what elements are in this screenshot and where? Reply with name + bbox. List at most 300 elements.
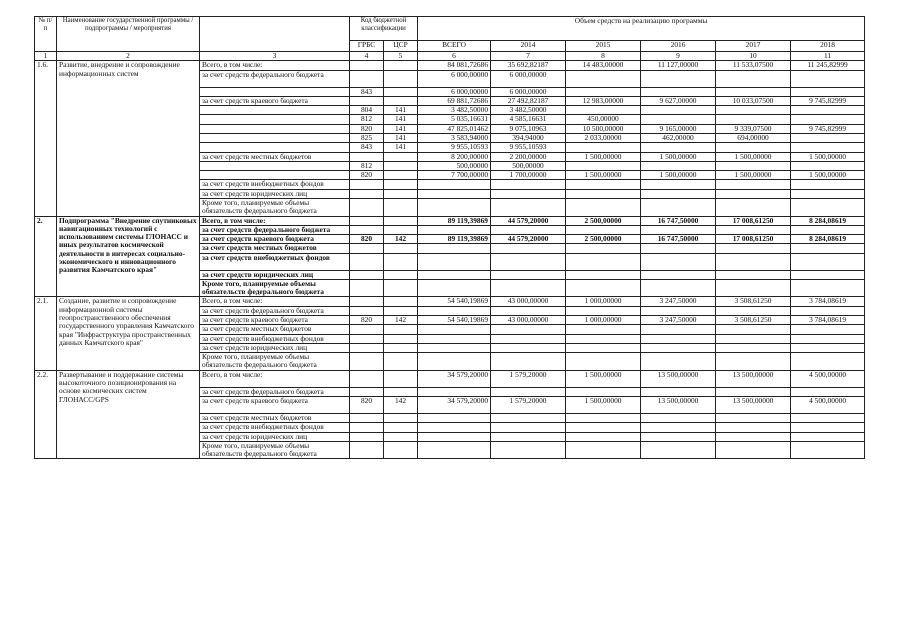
amount-2015: 12 983,00000 <box>566 96 641 105</box>
amount-2017 <box>716 334 791 343</box>
funding-source: за счет средств федерального бюджета <box>200 387 350 396</box>
amount-2016 <box>641 198 716 216</box>
funding-source: Кроме того, планируемые объемы обязательств федерального бюджета <box>200 279 350 297</box>
amount-2017: 1 500,00000 <box>716 152 791 161</box>
amount-2018 <box>791 225 865 234</box>
amount-2015 <box>566 279 641 297</box>
amount-2015: 1 000,00000 <box>566 316 641 325</box>
amount-total <box>418 306 491 315</box>
header-code-group: Код бюджетной классификации <box>350 17 418 41</box>
csr-code: 141 <box>384 115 418 124</box>
amount-2017 <box>716 180 791 189</box>
amount-total <box>418 244 491 253</box>
item-number: 1.6. <box>35 61 57 216</box>
amount-2014 <box>491 441 566 459</box>
amount-total: 89 119,39869 <box>418 216 491 225</box>
index-cell: 2 <box>57 52 200 61</box>
amount-2015 <box>566 387 641 396</box>
amount-2018 <box>791 387 865 396</box>
funding-source: за счет средств юридических лиц <box>200 343 350 352</box>
index-cell: 1 <box>35 52 57 61</box>
csr-code: 141 <box>384 106 418 115</box>
header-year-2015: 2015 <box>566 41 641 52</box>
table-row <box>35 297 865 306</box>
amount-2016: 13 500,00000 <box>641 370 716 387</box>
amount-2014 <box>491 325 566 334</box>
amount-2015: 450,00000 <box>566 115 641 124</box>
amount-2014 <box>491 279 566 297</box>
csr-code <box>384 414 418 423</box>
amount-2014: 394,94000 <box>491 133 566 142</box>
funding-source: за счет средств местных бюджетов <box>200 325 350 334</box>
amount-2014 <box>491 244 566 253</box>
funding-source <box>200 115 350 124</box>
funding-source: Кроме того, планируемые объемы обязательств федерального бюджета <box>200 441 350 459</box>
funding-source: за счет средств юридических лиц <box>200 432 350 441</box>
amount-2014 <box>491 253 566 270</box>
amount-2018 <box>791 189 865 198</box>
funding-source <box>200 161 350 170</box>
amount-2014: 9 075,10963 <box>491 124 566 133</box>
amount-total <box>418 353 491 371</box>
amount-2015: 2 033,00000 <box>566 133 641 142</box>
amount-2014 <box>491 306 566 315</box>
amount-2015 <box>566 441 641 459</box>
funding-source: за счет средств краевого бюджета <box>200 96 350 105</box>
amount-2016 <box>641 189 716 198</box>
csr-code <box>384 270 418 279</box>
amount-total <box>418 432 491 441</box>
amount-2018: 8 284,08619 <box>791 216 865 225</box>
funding-source <box>200 133 350 142</box>
csr-code <box>384 161 418 170</box>
amount-2016 <box>641 334 716 343</box>
amount-2015 <box>566 343 641 352</box>
index-cell: 9 <box>641 52 716 61</box>
amount-2017 <box>716 325 791 334</box>
amount-2015 <box>566 143 641 152</box>
csr-code <box>384 334 418 343</box>
grbs-code <box>350 198 384 216</box>
csr-code <box>384 180 418 189</box>
header-source <box>200 17 350 52</box>
amount-2015 <box>566 253 641 270</box>
amount-2015: 1 500,00000 <box>566 370 641 387</box>
amount-2018: 1 500,00000 <box>791 152 865 161</box>
amount-2015 <box>566 189 641 198</box>
amount-2017: 3 508,61250 <box>716 316 791 325</box>
csr-code: 142 <box>384 397 418 414</box>
amount-2018 <box>791 87 865 96</box>
amount-2016 <box>641 225 716 234</box>
item-number: 2.1. <box>35 297 57 370</box>
header-total: ВСЕГО <box>418 41 491 52</box>
amount-2018 <box>791 161 865 170</box>
funding-source: за счет средств местных бюджетов <box>200 414 350 423</box>
amount-2014 <box>491 414 566 423</box>
grbs-code <box>350 61 384 70</box>
amount-2015 <box>566 334 641 343</box>
grbs-code <box>350 423 384 432</box>
amount-2014: 1 579,20000 <box>491 397 566 414</box>
amount-2016: 1 500,00000 <box>641 152 716 161</box>
amount-2015: 2 500,00000 <box>566 235 641 244</box>
grbs-code <box>350 370 384 387</box>
amount-2018: 3 784,08619 <box>791 297 865 306</box>
amount-2015 <box>566 106 641 115</box>
funding-source: за счет средств краевого бюджета <box>200 397 350 414</box>
csr-code <box>384 198 418 216</box>
amount-2017 <box>716 115 791 124</box>
amount-2018: 11 245,82999 <box>791 61 865 70</box>
table-header <box>35 17 865 61</box>
amount-2014 <box>491 270 566 279</box>
amount-2018 <box>791 180 865 189</box>
amount-total: 34 579,20000 <box>418 397 491 414</box>
grbs-code <box>350 180 384 189</box>
index-cell: 3 <box>200 52 350 61</box>
item-name: Развертывание и поддержание системы высокоточного позиционирования на основе космических систем ГЛОНАСС/GPS <box>57 370 200 459</box>
amount-2016: 16 747,50000 <box>641 216 716 225</box>
csr-code <box>384 152 418 161</box>
grbs-code <box>350 189 384 198</box>
csr-code <box>384 253 418 270</box>
amount-total <box>418 189 491 198</box>
amount-2018 <box>791 334 865 343</box>
funding-source: Всего, в том числе: <box>200 216 350 225</box>
amount-2016 <box>641 253 716 270</box>
amount-2018 <box>791 353 865 371</box>
amount-2016: 3 247,50000 <box>641 316 716 325</box>
csr-code <box>384 216 418 225</box>
amount-total <box>418 279 491 297</box>
funding-source <box>200 143 350 152</box>
amount-2014 <box>491 334 566 343</box>
grbs-code: 820 <box>350 124 384 133</box>
amount-total: 500,00000 <box>418 161 491 170</box>
amount-2015 <box>566 198 641 216</box>
funding-source: Всего, в том числе: <box>200 370 350 387</box>
amount-2017 <box>716 106 791 115</box>
grbs-code <box>350 334 384 343</box>
amount-2014: 6 000,00000 <box>491 87 566 96</box>
funding-source: Всего, в том числе: <box>200 297 350 306</box>
amount-2015 <box>566 70 641 87</box>
amount-2017 <box>716 423 791 432</box>
grbs-code: 820 <box>350 171 384 180</box>
amount-total <box>418 325 491 334</box>
amount-2017 <box>716 143 791 152</box>
csr-code <box>384 171 418 180</box>
amount-2018: 4 500,00000 <box>791 370 865 387</box>
grbs-code: 825 <box>350 133 384 142</box>
amount-2016: 13 500,00000 <box>641 397 716 414</box>
csr-code: 141 <box>384 133 418 142</box>
csr-code <box>384 279 418 297</box>
grbs-code <box>350 279 384 297</box>
amount-2014 <box>491 198 566 216</box>
amount-2018 <box>791 306 865 315</box>
grbs-code <box>350 216 384 225</box>
amount-2018 <box>791 441 865 459</box>
item-name: Подпрограмма "Внедрение спутниковых навигационных технологий с использованием системы ГЛОНАСС и иных результатов космической деятельности в интересах социально-экономического и инновационного развития Камчатского края" <box>57 216 200 297</box>
csr-code <box>384 325 418 334</box>
grbs-code: 843 <box>350 143 384 152</box>
amount-2015 <box>566 353 641 371</box>
header-num: № п/п <box>35 17 57 52</box>
amount-total: 6 000,00000 <box>418 87 491 96</box>
amount-2018 <box>791 343 865 352</box>
csr-code: 141 <box>384 124 418 133</box>
funding-source: за счет средств местных бюджетов <box>200 152 350 161</box>
amount-2018 <box>791 325 865 334</box>
amount-2014: 44 579,20000 <box>491 216 566 225</box>
amount-total <box>418 270 491 279</box>
csr-code <box>384 244 418 253</box>
grbs-code <box>350 253 384 270</box>
amount-2016 <box>641 244 716 253</box>
amount-2015: 1 000,00000 <box>566 297 641 306</box>
amount-2018 <box>791 279 865 297</box>
amount-2018: 4 500,00000 <box>791 397 865 414</box>
amount-total <box>418 180 491 189</box>
amount-2014: 1 700,00000 <box>491 171 566 180</box>
amount-2017: 10 033,07500 <box>716 96 791 105</box>
csr-code <box>384 432 418 441</box>
amount-2018 <box>791 70 865 87</box>
amount-2016: 11 127,00000 <box>641 61 716 70</box>
amount-2017 <box>716 253 791 270</box>
amount-2016 <box>641 87 716 96</box>
amount-total <box>418 198 491 216</box>
grbs-code <box>350 414 384 423</box>
amount-2016 <box>641 343 716 352</box>
amount-2016 <box>641 353 716 371</box>
amount-total: 69 881,72686 <box>418 96 491 105</box>
csr-code <box>384 370 418 387</box>
grbs-code <box>350 387 384 396</box>
funding-source: за счет средств внебюджетных фондов <box>200 334 350 343</box>
amount-2015 <box>566 423 641 432</box>
amount-2014 <box>491 225 566 234</box>
header-year-2016: 2016 <box>641 41 716 52</box>
funding-source: за счет средств местных бюджетов <box>200 244 350 253</box>
amount-2014 <box>491 387 566 396</box>
csr-code <box>384 423 418 432</box>
csr-code: 142 <box>384 316 418 325</box>
amount-2016: 3 247,50000 <box>641 297 716 306</box>
csr-code <box>384 441 418 459</box>
amount-2016 <box>641 180 716 189</box>
amount-2017: 1 500,00000 <box>716 171 791 180</box>
table-row <box>35 216 865 225</box>
amount-total <box>418 343 491 352</box>
amount-2016 <box>641 143 716 152</box>
index-cell: 4 <box>350 52 384 61</box>
amount-2014: 1 579,20000 <box>491 370 566 387</box>
amount-2017 <box>716 387 791 396</box>
grbs-code <box>350 70 384 87</box>
grbs-code <box>350 343 384 352</box>
amount-total: 54 540,19869 <box>418 316 491 325</box>
amount-total: 47 825,01462 <box>418 124 491 133</box>
amount-2018 <box>791 244 865 253</box>
index-cell: 8 <box>566 52 641 61</box>
amount-2016: 9 627,00000 <box>641 96 716 105</box>
amount-2018 <box>791 115 865 124</box>
amount-2016 <box>641 279 716 297</box>
grbs-code: 812 <box>350 115 384 124</box>
amount-2017: 17 008,61250 <box>716 235 791 244</box>
amount-2015: 2 500,00000 <box>566 216 641 225</box>
grbs-code: 820 <box>350 235 384 244</box>
amount-2014 <box>491 432 566 441</box>
funding-source: за счет средств федерального бюджета <box>200 70 350 87</box>
amount-2014: 2 200,00000 <box>491 152 566 161</box>
amount-2016 <box>641 106 716 115</box>
funding-source: за счет средств юридических лиц <box>200 189 350 198</box>
amount-2015 <box>566 306 641 315</box>
amount-2016: 1 500,00000 <box>641 171 716 180</box>
amount-2016 <box>641 441 716 459</box>
amount-2017: 9 339,07500 <box>716 124 791 133</box>
amount-2018: 3 784,08619 <box>791 316 865 325</box>
amount-2017 <box>716 244 791 253</box>
amount-total: 6 000,00000 <box>418 70 491 87</box>
amount-2017 <box>716 70 791 87</box>
amount-2015 <box>566 432 641 441</box>
amount-2015: 1 500,00000 <box>566 171 641 180</box>
amount-2018: 9 745,82999 <box>791 96 865 105</box>
amount-2014: 35 692,82187 <box>491 61 566 70</box>
grbs-code <box>350 96 384 105</box>
table-row <box>35 61 865 70</box>
amount-2018 <box>791 423 865 432</box>
amount-2014: 4 585,16631 <box>491 115 566 124</box>
amount-2015 <box>566 161 641 170</box>
table-row <box>35 370 865 387</box>
index-cell: 10 <box>716 52 791 61</box>
amount-2014: 500,00000 <box>491 161 566 170</box>
amount-2018 <box>791 270 865 279</box>
amount-total <box>418 225 491 234</box>
amount-2014: 3 482,50000 <box>491 106 566 115</box>
amount-2017: 694,00000 <box>716 133 791 142</box>
amount-2014 <box>491 353 566 371</box>
grbs-code: 812 <box>350 161 384 170</box>
funding-source: за счет средств федерального бюджета <box>200 306 350 315</box>
amount-2016 <box>641 432 716 441</box>
budget-table <box>34 16 865 459</box>
grbs-code: 820 <box>350 397 384 414</box>
funding-source <box>200 171 350 180</box>
amount-2017: 17 008,61250 <box>716 216 791 225</box>
amount-2018: 8 284,08619 <box>791 235 865 244</box>
amount-2017 <box>716 441 791 459</box>
amount-2017: 13 500,00000 <box>716 370 791 387</box>
column-index-row <box>35 52 865 61</box>
funding-source <box>200 87 350 96</box>
amount-total <box>418 423 491 432</box>
amount-2015: 10 500,00000 <box>566 124 641 133</box>
amount-2017 <box>716 306 791 315</box>
amount-2018 <box>791 143 865 152</box>
amount-2015: 1 500,00000 <box>566 397 641 414</box>
amount-2018 <box>791 106 865 115</box>
funding-source: за счет средств внебюджетных фондов <box>200 423 350 432</box>
header-grbs: ГРБС <box>350 41 384 52</box>
amount-total: 7 700,00000 <box>418 171 491 180</box>
amount-2016 <box>641 161 716 170</box>
amount-2014 <box>491 343 566 352</box>
amount-2017 <box>716 198 791 216</box>
item-number: 2. <box>35 216 57 297</box>
amount-total: 9 955,10593 <box>418 143 491 152</box>
amount-2017 <box>716 353 791 371</box>
funding-source: Кроме того, планируемые объемы обязательств федерального бюджета <box>200 353 350 371</box>
funding-source: за счет средств внебюджетных фондов <box>200 253 350 270</box>
grbs-code: 820 <box>350 316 384 325</box>
index-cell: 5 <box>384 52 418 61</box>
header-year-2017: 2017 <box>716 41 791 52</box>
amount-total: 8 200,00000 <box>418 152 491 161</box>
funding-source <box>200 124 350 133</box>
amount-total <box>418 387 491 396</box>
amount-2017 <box>716 414 791 423</box>
amount-total: 3 583,94000 <box>418 133 491 142</box>
amount-total <box>418 334 491 343</box>
amount-2014: 27 492,82187 <box>491 96 566 105</box>
header-volume-group: Объем средств на реализацию программы <box>418 17 865 41</box>
amount-2018 <box>791 133 865 142</box>
csr-code <box>384 343 418 352</box>
amount-2016: 462,00000 <box>641 133 716 142</box>
funding-source: за счет средств краевого бюджета <box>200 235 350 244</box>
amount-2014: 44 579,20000 <box>491 235 566 244</box>
item-name: Развитие, внедрение и сопровождение информационных систем <box>57 61 200 216</box>
funding-source: за счет средств краевого бюджета <box>200 316 350 325</box>
amount-2018 <box>791 414 865 423</box>
amount-2017 <box>716 189 791 198</box>
item-name: Создание, развитие и сопровождение информационной системы геопространственного обеспечения государственного управления Камчатского края "Инфраструктура пространственных данных Камчатского края" <box>57 297 200 370</box>
amount-2017 <box>716 343 791 352</box>
amount-2016: 16 747,50000 <box>641 235 716 244</box>
csr-code <box>384 387 418 396</box>
table-body <box>35 61 865 459</box>
header-csr: ЦСР <box>384 41 418 52</box>
amount-2015 <box>566 225 641 234</box>
amount-total <box>418 414 491 423</box>
grbs-code: 843 <box>350 87 384 96</box>
amount-2018: 1 500,00000 <box>791 171 865 180</box>
header-year-2014: 2014 <box>491 41 566 52</box>
amount-2017: 13 500,00000 <box>716 397 791 414</box>
csr-code: 142 <box>384 235 418 244</box>
amount-total: 89 119,39869 <box>418 235 491 244</box>
amount-2014 <box>491 189 566 198</box>
funding-source: Кроме того, планируемые объемы обязательств федерального бюджета <box>200 198 350 216</box>
grbs-code <box>350 306 384 315</box>
document-page <box>34 16 864 459</box>
amount-2017 <box>716 432 791 441</box>
amount-2014: 43 000,00000 <box>491 297 566 306</box>
amount-2014: 9 955,10593 <box>491 143 566 152</box>
grbs-code <box>350 432 384 441</box>
grbs-code <box>350 353 384 371</box>
csr-code <box>384 297 418 306</box>
csr-code: 141 <box>384 143 418 152</box>
funding-source: за счет средств юридических лиц <box>200 270 350 279</box>
